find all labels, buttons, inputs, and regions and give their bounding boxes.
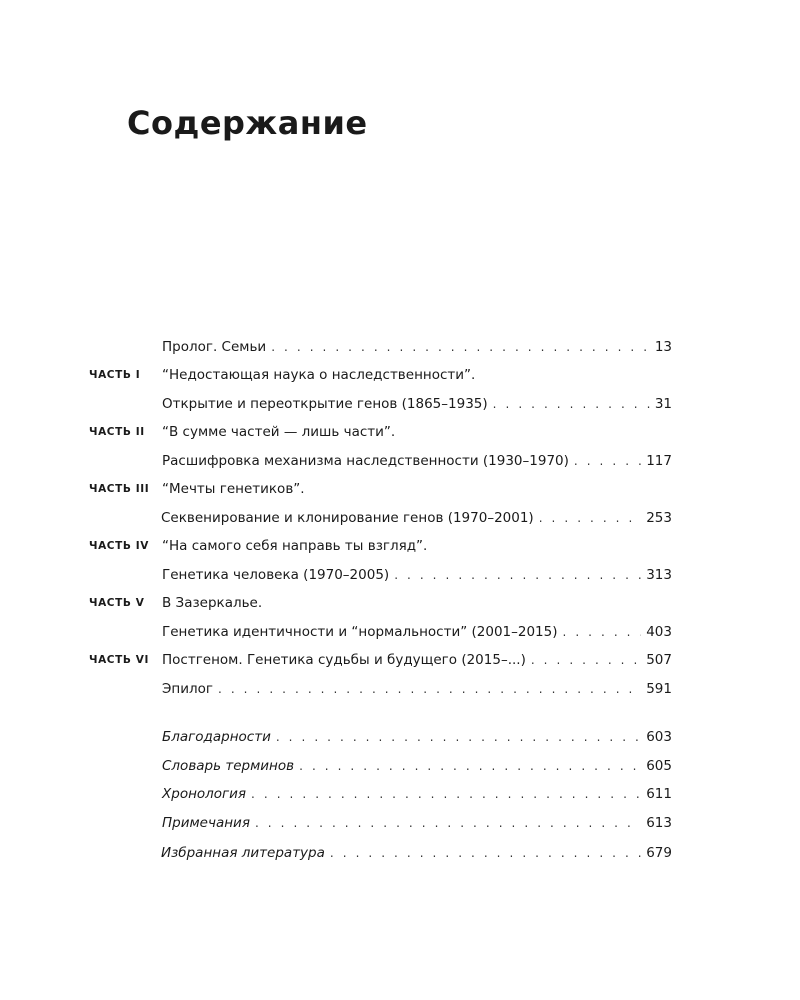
part-title: “Мечты генетиков”. — [162, 481, 305, 497]
toc-page-number: 611 — [646, 786, 672, 802]
toc-page-number: 591 — [646, 681, 672, 697]
toc-page-number: 679 — [646, 845, 672, 861]
part-title: В Зазеркалье. — [162, 595, 263, 611]
toc-page-number: 313 — [646, 567, 672, 583]
dot-leader — [251, 783, 641, 805]
toc-page-number: 507 — [646, 652, 672, 668]
dot-leader — [255, 812, 641, 834]
toc-entry-title: Секвенирование и клонирование генов (1970–2001) — [161, 510, 534, 526]
toc-entry-title: Расшифровка механизма наследственности (1930–1970) — [162, 453, 569, 469]
part-label: ЧАСТЬ V — [89, 597, 145, 609]
part-label: ЧАСТЬ I — [89, 369, 141, 381]
dot-leader — [271, 336, 650, 358]
toc-entry-title: Открытие и переоткрытие генов (1865–1935) — [162, 396, 488, 412]
dot-leader — [330, 842, 641, 864]
toc-entry-epilogue[interactable] — [0, 678, 800, 700]
toc-entry-title: Хронология — [162, 786, 247, 802]
part-label: ЧАСТЬ III — [89, 483, 150, 495]
toc-part-3-heading[interactable] — [0, 478, 800, 500]
toc-entry-bibliography[interactable] — [0, 842, 800, 864]
part-label: ЧАСТЬ II — [89, 426, 145, 438]
toc-entry-title: Генетика идентичности и “нормальности” (2001–2015) — [162, 624, 558, 640]
dot-leader — [299, 755, 641, 777]
toc-entry-chronology[interactable] — [0, 783, 800, 805]
toc-part-2-heading[interactable] — [0, 421, 800, 443]
toc-part-4-entry[interactable] — [0, 564, 800, 586]
toc-entry-title: Словарь терминов — [162, 758, 295, 774]
toc-entry-title: Благодарности — [162, 729, 271, 745]
toc-part-4-heading[interactable] — [0, 535, 800, 557]
toc-part-3-entry[interactable] — [0, 507, 800, 529]
toc-page-number: 117 — [646, 453, 672, 469]
toc-page-number: 613 — [646, 815, 672, 831]
toc-entry-prologue[interactable] — [0, 336, 800, 358]
toc-part-6-entry[interactable] — [0, 649, 800, 671]
toc-part-5-heading[interactable] — [0, 592, 800, 614]
part-label: ЧАСТЬ IV — [89, 540, 149, 552]
dot-leader — [563, 621, 642, 643]
dot-leader — [218, 678, 641, 700]
toc-entry-title: Примечания — [162, 815, 250, 831]
toc-entry-glossary[interactable] — [0, 755, 800, 777]
part-title: “Недостающая наука о наследственности”. — [162, 367, 476, 383]
toc-entry-title: Избранная литература — [161, 845, 325, 861]
toc-page-number: 31 — [654, 396, 672, 412]
dot-leader — [539, 507, 642, 529]
toc-page-number: 605 — [646, 758, 672, 774]
dot-leader — [574, 450, 641, 472]
page-title: Содержание — [127, 104, 368, 142]
dot-leader — [531, 649, 641, 671]
toc-page-number: 13 — [654, 339, 672, 355]
toc-part-5-entry[interactable] — [0, 621, 800, 643]
dot-leader — [276, 726, 641, 748]
dot-leader — [493, 393, 650, 415]
part-title: “В сумме частей — лишь части”. — [162, 424, 396, 440]
toc-entry-title: Пролог. Семьи — [162, 339, 267, 355]
toc-part-2-entry[interactable] — [0, 450, 800, 472]
part-label: ЧАСТЬ VI — [89, 654, 149, 666]
toc-page-number: 403 — [646, 624, 672, 640]
toc-part-1-entry[interactable] — [0, 393, 800, 415]
toc-part-1-heading[interactable] — [0, 364, 800, 386]
toc-entry-title: Генетика человека (1970–2005) — [162, 567, 390, 583]
toc-entry-acknowledgements[interactable] — [0, 726, 800, 748]
toc-page-number: 603 — [646, 729, 672, 745]
dot-leader — [394, 564, 641, 586]
toc-entry-title: Эпилог — [162, 681, 214, 697]
toc-entry-notes[interactable] — [0, 812, 800, 834]
part-title: “На самого себя направь ты взгляд”. — [162, 538, 428, 554]
toc-entry-title: Постгеном. Генетика судьбы и будущего (2015–...) — [162, 652, 526, 668]
toc-page-number: 253 — [646, 510, 672, 526]
